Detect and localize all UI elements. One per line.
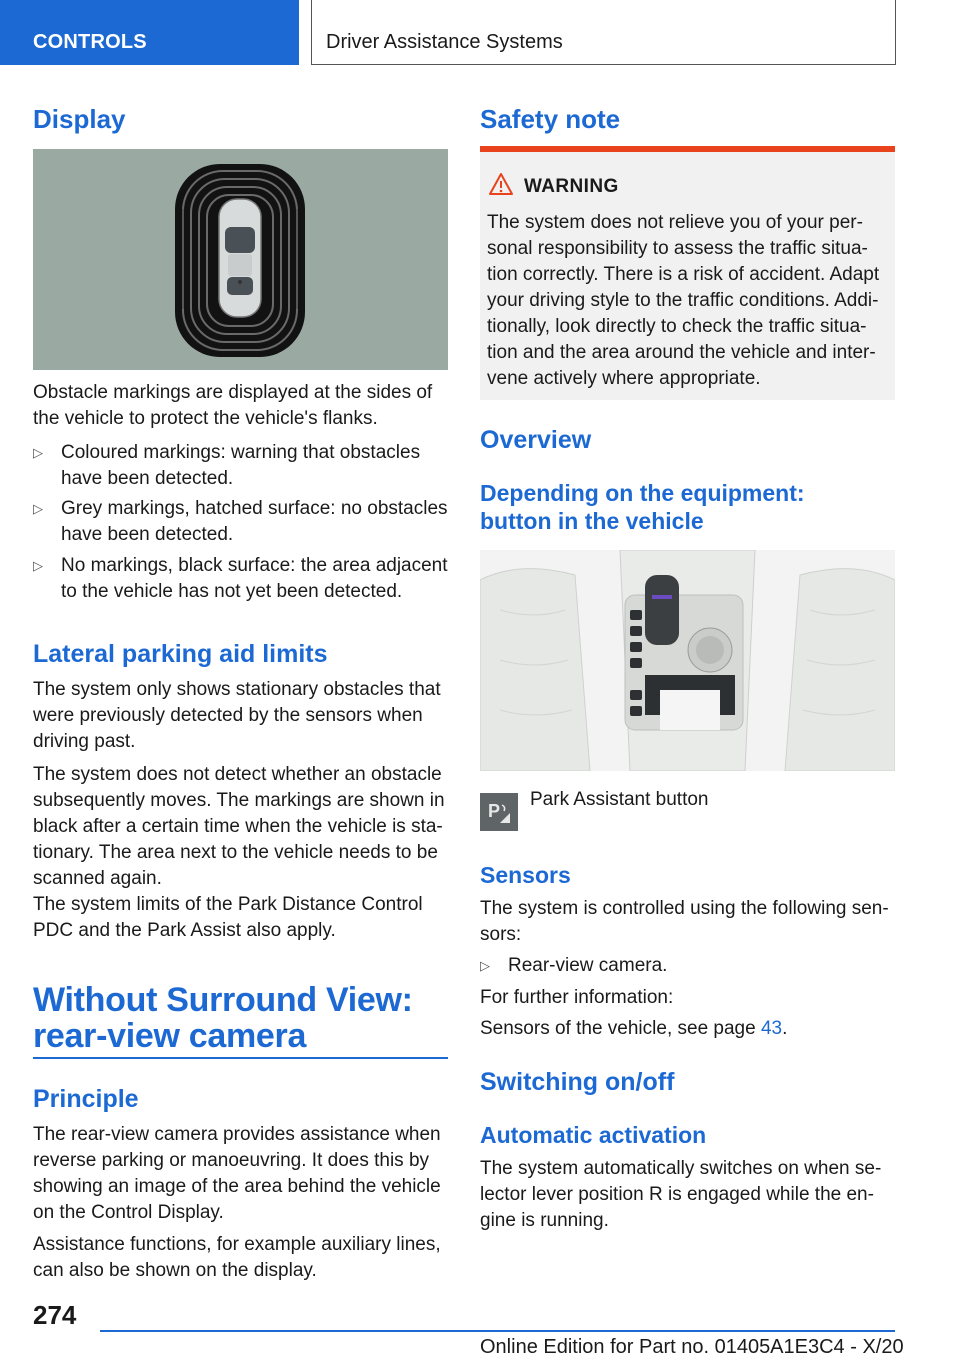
chapter-label: Driver Assistance Systems xyxy=(326,31,563,53)
limits-paragraph-3: The system limits of the Park Distance Control PDC and the Park Assist also apply. xyxy=(33,894,423,941)
safety-heading: Safety note xyxy=(480,104,621,134)
button-caption: Park Assistant button xyxy=(530,789,709,810)
section-tab xyxy=(0,0,299,65)
auto-activation-heading: Automatic activation xyxy=(480,1122,707,1148)
svg-text:P: P xyxy=(488,801,501,821)
principle-paragraph-2: Assistance functions, for example auxiliary lines, can also be shown on the display. xyxy=(33,1234,441,1281)
list-item-text: No markings, black surface: the area adjacent to the vehicle has not yet been detected. xyxy=(61,555,448,602)
list-item xyxy=(33,553,448,605)
principle-heading: Principle xyxy=(33,1085,139,1113)
display-description: Obstacle markings are displayed at the sides of the vehicle to protect the vehicle's flanks. xyxy=(33,382,433,429)
sensors-heading: Sensors xyxy=(480,862,571,888)
triangle-bullet-icon: ▷ xyxy=(33,501,43,516)
page-number: 274 xyxy=(33,1300,77,1330)
limits-paragraph-2: The system does not detect whether an obstacle subsequently moves. The markings are shown in black after a certain time when the vehicle is sta-tionary. The area next to the vehicle needs to be scanned again. xyxy=(33,764,445,889)
limits-paragraph-1: The system only shows stationary obstacles that were previously detected by the sensors when driving past. xyxy=(33,679,441,752)
warning-title: WARNING xyxy=(524,176,619,197)
warning-triangle-icon xyxy=(488,172,514,201)
list-item xyxy=(480,953,895,979)
section-label: CONTROLS xyxy=(33,31,147,53)
equipment-heading-line-1: Depending on the equipment: xyxy=(480,480,805,506)
see-page-suffix: . xyxy=(782,1018,788,1039)
principle-paragraph-1: The rear-view camera provides assistance when reverse parking or manoeuvring. It does this by showing an image of the area behind the vehicle on the Control Display. xyxy=(33,1124,441,1223)
section-title-line-1: Without Surround View: xyxy=(33,981,413,1019)
triangle-bullet-icon: ▷ xyxy=(480,958,490,973)
list-item xyxy=(33,496,448,548)
section-divider xyxy=(33,1057,448,1059)
limits-heading: Lateral parking aid limits xyxy=(33,640,328,668)
sensors-text: The system is controlled using the following sen-sors: xyxy=(480,898,889,945)
list-item xyxy=(33,440,448,492)
surround-display-image xyxy=(33,149,448,370)
list-item-text: Coloured markings: warning that obstacles have been detected. xyxy=(61,442,421,489)
switching-heading: Switching on/off xyxy=(480,1068,675,1096)
chapter-tab xyxy=(311,0,896,65)
see-page-reference xyxy=(480,1016,895,1042)
list-item-text: Rear-view camera. xyxy=(508,955,668,976)
list-item-text: Grey markings, hatched surface: no obstacles have been detected. xyxy=(61,498,448,545)
park-assistant-button-icon xyxy=(480,793,518,831)
warning-text: The system does not relieve you of your per-sonal responsibility to assess the traffic situa-tion correctly. There is a risk of accident. Adapt your driving style to the traffic conditions. Addi-tionally, look directly to check the traffic situa-tion and the area around the vehicle and inter-vene actively where appropriate. xyxy=(487,212,880,389)
see-page-prefix: Sensors of the vehicle, see page xyxy=(480,1018,761,1039)
triangle-bullet-icon: ▷ xyxy=(33,558,43,573)
center-console-image xyxy=(480,550,895,771)
page-link[interactable]: 43 xyxy=(760,1018,783,1039)
triangle-bullet-icon: ▷ xyxy=(33,445,43,460)
display-heading: Display xyxy=(33,104,126,134)
footer-edition: Online Edition for Part no. 01405A1E3C4 - X/20 xyxy=(480,1336,904,1358)
warning-box xyxy=(480,146,895,400)
auto-activation-text: The system automatically switches on when se-lector lever position R is engaged while the en-gine is running. xyxy=(480,1158,882,1231)
further-info-text: For further information: xyxy=(480,987,674,1008)
section-title-line-2: rear-view camera xyxy=(33,1017,307,1055)
equipment-heading-line-2: button in the vehicle xyxy=(480,508,704,534)
overview-heading: Overview xyxy=(480,426,592,454)
footer-divider xyxy=(100,1330,895,1332)
